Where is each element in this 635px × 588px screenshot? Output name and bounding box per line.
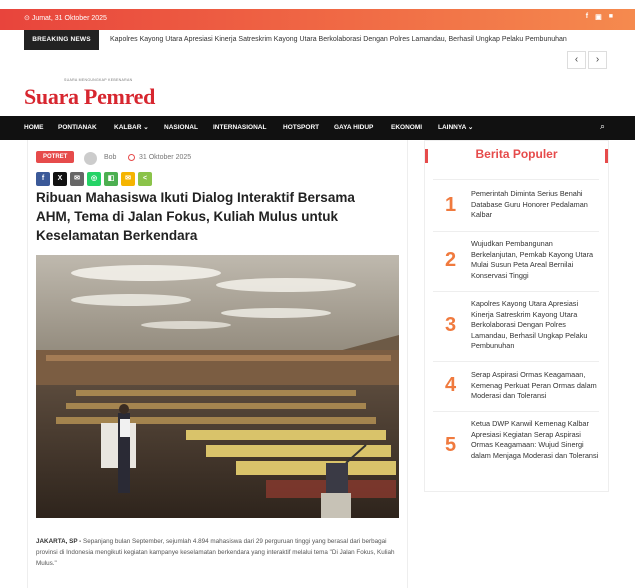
popular-item-number: 1 [445,194,457,216]
heading-accent-right [605,149,608,163]
current-date-text: Jumat, 31 Oktober 2025 [31,15,107,22]
nav-ekonomi[interactable]: EKONOMI [391,124,423,131]
nav-gaya-hidup[interactable]: GAYA HIDUP [334,124,374,131]
popular-item-title[interactable]: Kapolres Kayong Utara Apresiasi Kinerja Satreskrim Kayong Utara Berkolaborasi Dengan Polres Lamandau, Berhasil Ungkap Pelaku Pembunuhan [471,299,588,350]
popular-item[interactable] [433,411,599,483]
nav-kalbar[interactable]: KALBAR ⌄ [114,124,149,131]
logo-name: Suara Pemred [24,84,156,109]
logo-tagline: SUARA MENGUNGKAP KEBENARAN [64,78,133,82]
breaking-news-ticker[interactable]: Kapolres Kayong Utara Apresiasi Kinerja Satreskrim Kayong Utara Berkolaborasi Dengan Polres Lamandau, Berhasil Ungkap Pelaku Pembunuhan [110,36,567,43]
article [27,140,408,588]
facebook-icon[interactable]: f [585,13,589,20]
publish-date: 31 Oktober 2025 [139,154,192,161]
popular-item[interactable] [433,179,599,223]
next-arrow-button[interactable]: › [588,51,607,69]
article-lead: JAKARTA, SP - [36,538,82,545]
nav-home[interactable]: HOME [24,124,44,131]
popular-item-number: 5 [445,434,457,456]
article-photo [36,255,399,518]
author-avatar [84,152,97,165]
share-whatsapp-icon[interactable]: ◎ [87,172,101,186]
auditorium-photo [36,255,399,518]
share-more-icon[interactable]: < [138,172,152,186]
popular-item[interactable] [433,291,599,359]
share-buttons [36,172,152,186]
share-line-icon[interactable]: ◧ [104,172,118,186]
nav-pontianak[interactable]: PONTIANAK [58,124,97,131]
breaking-news-label: BREAKING NEWS [24,30,99,50]
popular-item-number: 3 [445,314,457,336]
prev-arrow-button[interactable]: ‹ [567,51,586,69]
author-name[interactable]: Bob [104,154,117,161]
article-body [36,536,396,569]
nav-lainnya[interactable]: LAINNYA ⌄ [438,124,474,131]
search-icon[interactable]: ⌕ [599,121,605,131]
popular-item-title[interactable]: Ketua DWP Kanwil Kemenag Kalbar Apresiasi Kegiatan Serap Aspirasi Ormas Keagamaan: Wujud Sinergi dalam Menjaga Moderasi dan Toleransi [471,419,599,460]
share-x-icon[interactable]: X [53,172,67,186]
nav-hotsport[interactable]: HOTSPORT [283,124,320,131]
instagram-icon[interactable]: ▣ [595,14,602,21]
youtube-icon[interactable]: ■ [608,13,613,20]
popular-item[interactable] [433,231,599,287]
ticker-arrows [567,51,607,69]
breaking-news-bar [24,30,610,50]
main-navigation [0,116,635,140]
share-facebook-icon[interactable]: f [36,172,50,186]
popular-item-title[interactable]: Serap Aspirasi Ormas Keagamaan, Kemenag Perkuat Peran Ormas dalam Moderasi dan Toleransi [471,370,597,400]
popular-item-title[interactable]: Wujudkan Pembangunan Berkelanjutan, Pemkab Kayong Utara Mulai Susun Peta Areal Bernilai Konservasi Tinggi [471,239,594,280]
share-email-icon[interactable]: ✉ [70,172,84,186]
popular-item-number: 2 [445,249,457,271]
nav-nasional[interactable]: NASIONAL [164,124,198,131]
article-title: Ribuan Mahasiswa Ikuti Dialog Interaktif Bersama AHM, Tema di Jalan Fokus, Kuliah Mulus untuk Keselamatan Berkendara [36,190,355,243]
share-copy-icon[interactable]: ✉ [121,172,135,186]
social-links [586,13,613,21]
article-body-text: Sepanjang bulan September, sejumlah 4.894 mahasiswa dari 29 perguruan tinggi yang berasal dari berbagai provinsi di Indonesia mengikuti kegiatan kampanye keselamatan berkendara yang interaktif melalui tema "Di Jalan Fokus, Kuliah Mulus." [36,538,395,567]
popular-item-number: 4 [445,374,457,396]
popular-item-title[interactable]: Pemerintah Diminta Serius Benahi Database Guru Honorer Pedalaman Kalbar [471,189,588,219]
category-badge[interactable]: POTRET [36,151,74,163]
clock-icon [128,154,135,161]
popular-news-widget [424,140,609,492]
popular-news-heading: Berita Populer [475,147,558,161]
top-bar [0,9,635,30]
nav-internasional[interactable]: INTERNASIONAL [213,124,267,131]
current-date: ⊙ Jumat, 31 Oktober 2025 [24,15,107,22]
popular-item[interactable] [433,361,599,409]
